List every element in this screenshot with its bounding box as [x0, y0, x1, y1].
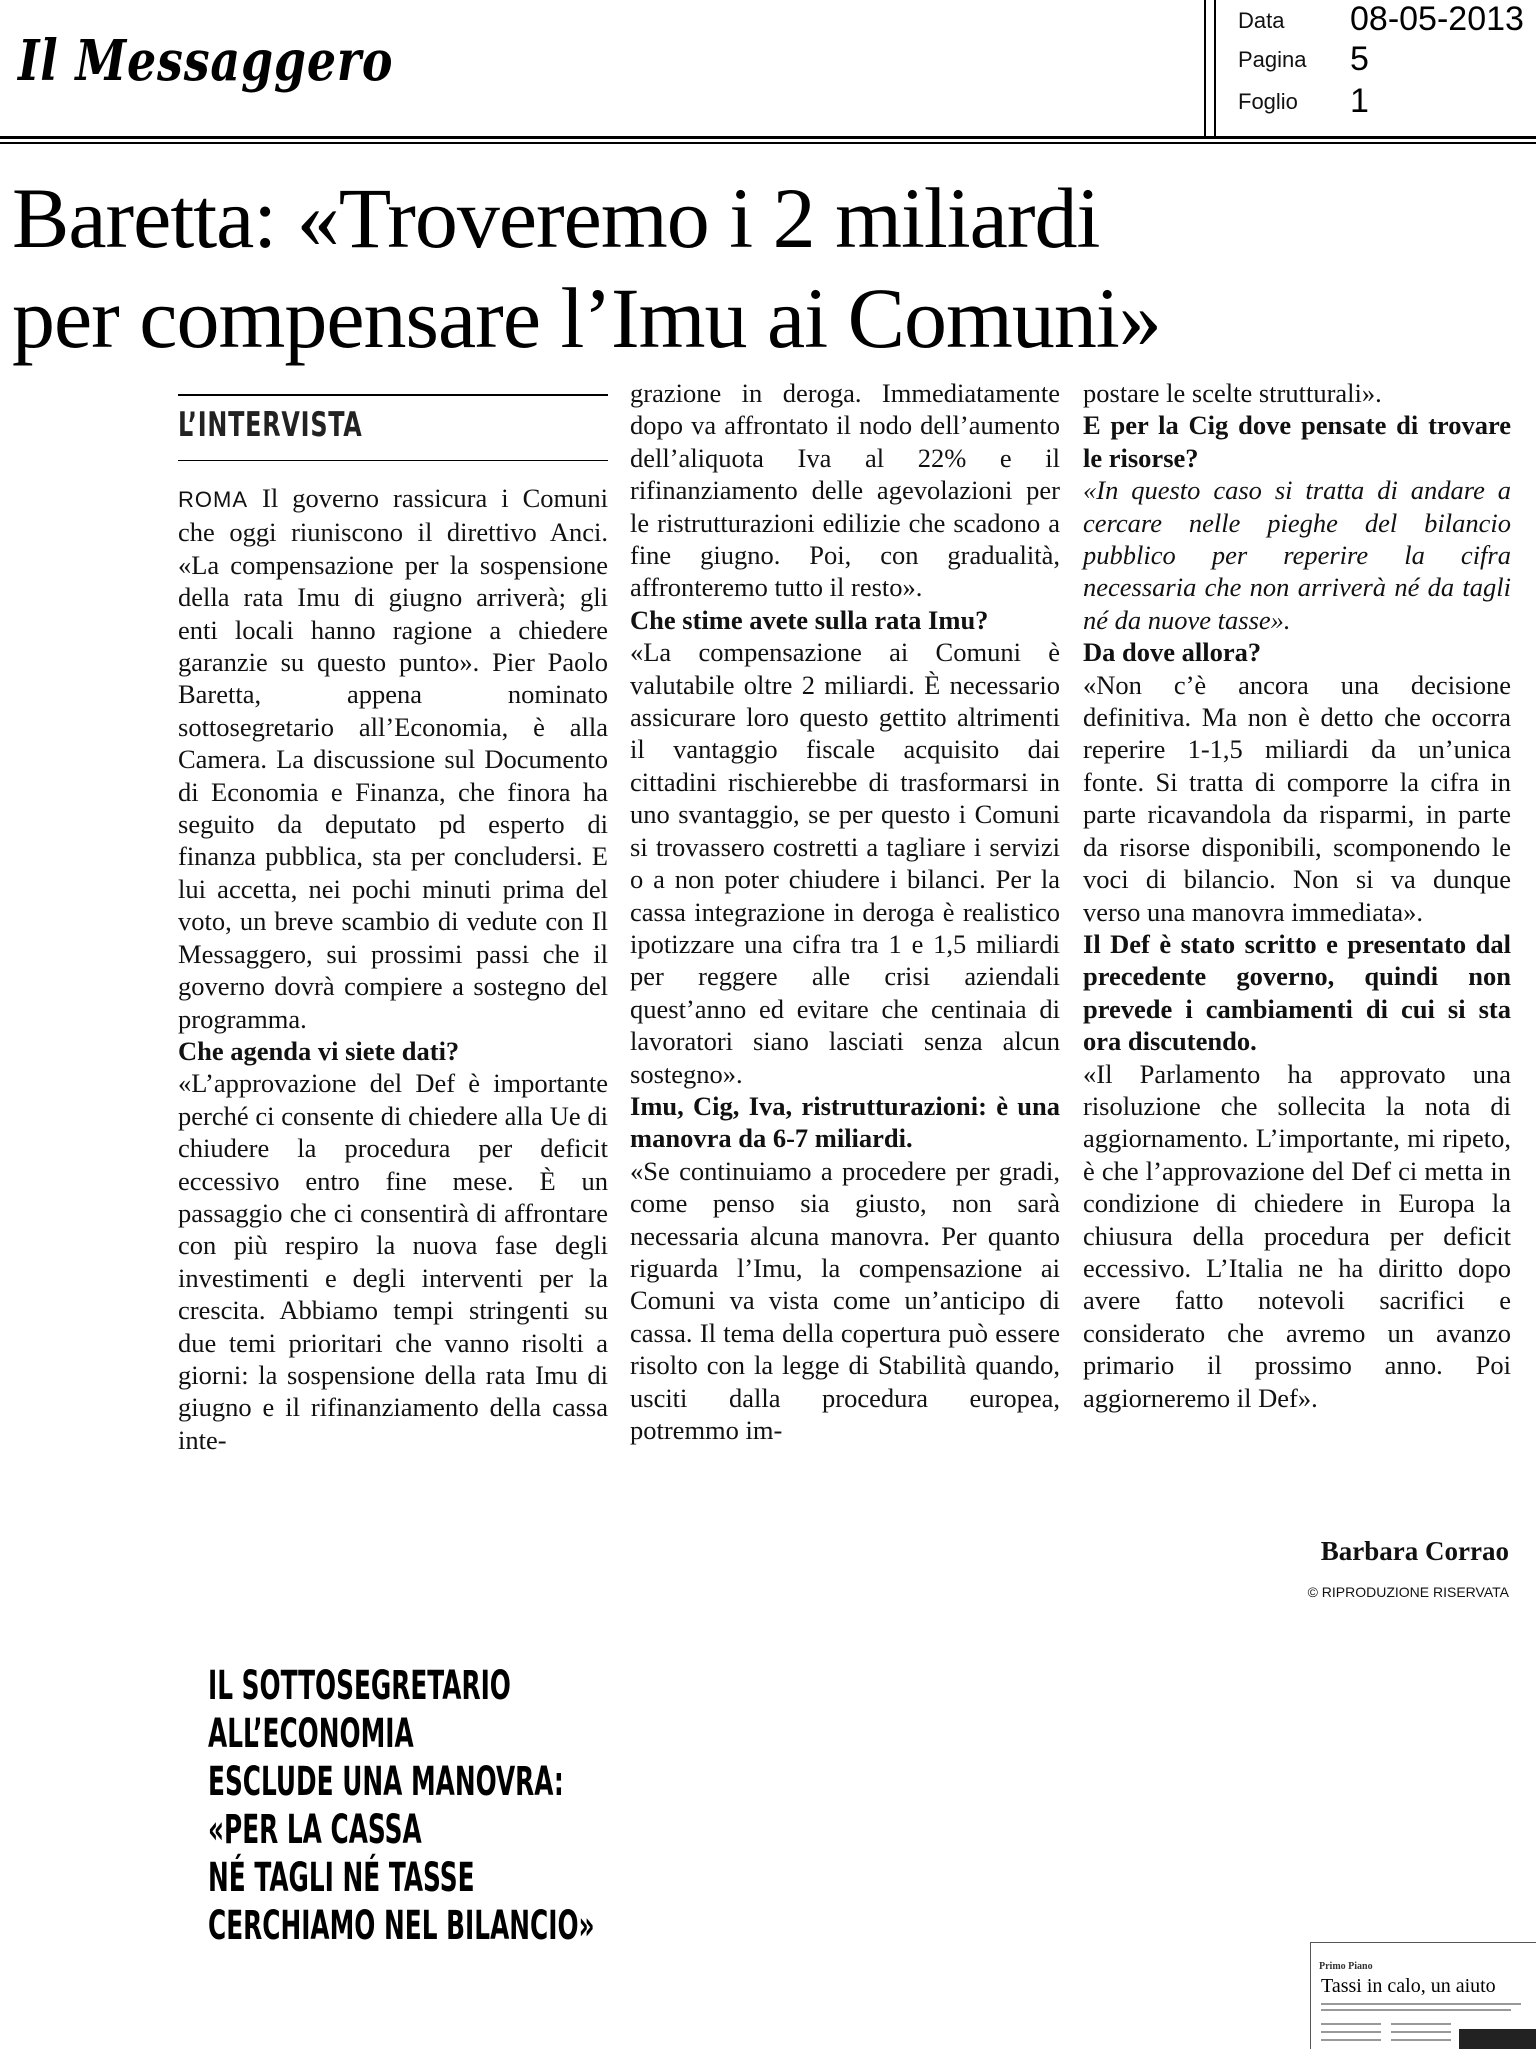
- interview-question: Da dove allora?: [1083, 637, 1262, 668]
- page-thumbnail: [1310, 1942, 1536, 2049]
- masthead-logo: Il Messaggero: [18, 28, 394, 94]
- interview-question: Che stime avete sulla rata Imu?: [630, 604, 989, 635]
- interview-answer: «Il Parlamento ha approvato una risoluzione che sollecita la nota di aggiornamento. L’importante, mi ripeto, è che l’approvazione del Def ci metta in condizione di chiedere in Europa la chiusura della procedura per deficit eccessivo. L’Italia ne ha diritto dopo avere fatto notevoli sacrifici e considerato che avremo un avanzo primario il prossimo anno. Poi aggiorneremo il Def».: [1083, 1058, 1511, 1413]
- summary-line: CERCHIAMO NEL BILANCIO»: [208, 1903, 595, 1949]
- headline-line-1: Baretta: «Troveremo i 2 miliardi: [12, 170, 1100, 266]
- interview-question: Imu, Cig, Iva, ristrutturazioni: è una manovra da 6-7 miliardi.: [630, 1090, 1060, 1154]
- thumbnail-text-line: [1391, 2031, 1451, 2033]
- thumbnail-text-line: [1321, 2039, 1381, 2041]
- copyright-notice: © RIPRODUZIONE RISERVATA: [1307, 1584, 1509, 1600]
- thumbnail-photo: [1459, 2029, 1536, 2049]
- interview-answer: «L’approvazione del Def è importante perché ci consente di chiedere alla Ue di chiudere la procedura per deficit eccessivo entro fine mese. È un passaggio che ci consentirà di affrontare con più respiro la nuova fase degli investimenti e degli interventi per la crescita. Abbiamo tempi stringenti su due temi prioritari che vanno risolti a giorni: la sospensione della rata Imu di giugno e il rifinanziamento della cassa inte-: [178, 1068, 608, 1455]
- thumbnail-title: Tassi in calo, un aiuto: [1321, 1975, 1496, 1997]
- summary-line: IL SOTTOSEGRETARIO: [208, 1663, 511, 1709]
- section-kicker: L’INTERVISTA: [178, 405, 363, 445]
- article-column-1: [178, 482, 608, 1456]
- interview-answer: postare le scelte strutturali».: [1083, 378, 1382, 408]
- interview-answer: «La compensazione ai Comuni è valutabile oltre 2 miliardi. È necessario assicurare loro questo gettito altrimenti il vantaggio fiscale acquisito dai cittadini rischierebbe di trasformarsi in uno svantaggio, se per questo i Comuni si trovassero costretti a tagliare i servizi o a non poter chiudere i bilanci. Per la cassa integrazione in deroga è realistico ipotizzare una cifra tra 1 e 1,5 miliardi per reggere alle crisi aziendali quest’anno ed evitare che centinaia di lavoratori siano lasciati senza alcun sostegno».: [630, 637, 1060, 1089]
- meta-value-foglio: 1: [1350, 82, 1369, 120]
- thumbnail-text-line: [1321, 2031, 1381, 2033]
- summary-callout: [208, 1662, 595, 1950]
- headline-line-2: per compensare l’Imu ai Comuni»: [12, 270, 1161, 366]
- thumbnail-text-line: [1391, 2039, 1451, 2041]
- article-column-2: [630, 377, 1060, 1446]
- kicker-rule: [178, 460, 608, 461]
- header-rule: [0, 136, 1536, 139]
- headline: [12, 168, 1522, 368]
- header-divider: [1214, 0, 1216, 139]
- summary-line: NÉ TAGLI NÉ TASSE: [208, 1855, 475, 1901]
- kicker-rule: [178, 394, 608, 396]
- interview-answer: «In questo caso si tratta di andare a cercare nelle pieghe del bilancio pubblico per reperire la cifra necessaria che non arriverà né da tagli né da nuove tasse».: [1083, 475, 1511, 635]
- thumbnail-text-line: [1321, 2009, 1511, 2011]
- header-divider: [1204, 0, 1206, 139]
- interview-answer: «Se continuiamo a procedere per gradi, come penso sia giusto, non sarà necessaria alcuna manovra. Per quanto riguarda l’Imu, la compensazione ai Comuni va vista come un’anticipo di cassa. Il tema della copertura può essere risolto con la legge di Stabilità quando, usciti dalla procedura europea, potremmo im-: [630, 1155, 1060, 1445]
- meta-value-pagina: 5: [1350, 40, 1369, 78]
- summary-line: ESCLUDE UNA MANOVRA:: [208, 1759, 564, 1805]
- thumbnail-kicker: Primo Piano: [1319, 1961, 1373, 1972]
- meta-value-data: 08-05-2013: [1350, 0, 1524, 38]
- article-column-3: [1083, 377, 1511, 1414]
- lead-paragraph: [178, 482, 608, 1035]
- summary-line: ALL’ECONOMIA: [208, 1711, 414, 1757]
- dateline: ROMA: [178, 487, 248, 512]
- thumbnail-text-line: [1321, 2023, 1381, 2025]
- interview-question: Che agenda vi siete dati?: [178, 1035, 460, 1066]
- lead-text: Il governo rassicura i Comuni che oggi riuniscono il direttivo Anci. «La compensazione per la sospensione della rata Imu di giugno arriverà; gli enti locali hanno ragione a chiedere garanzie su questo punto». Pier Paolo Baretta, appena nominato sottosegretario all’Economia, è alla Camera. La discussione sul Documento di Economia e Finanza, che finora ha seguito da deputato pd esperto di finanza pubblica, sta per concludersi. E lui accetta, nei pochi minuti prima del voto, un breve scambio di vedute con Il Messaggero, sui prossimi passi che il governo dovrà compiere a sostegno del programma.: [178, 483, 609, 1034]
- meta-label-data: Data: [1238, 8, 1285, 33]
- meta-label-pagina: Pagina: [1238, 47, 1307, 72]
- interview-answer: grazione in deroga. Immediatamente dopo va affrontato il nodo dell’aumento dell’aliquota Iva al 22% e il rifinanziamento delle agevolazioni per le ristrutturazioni edilizie che scadono a fine giugno. Poi, con gradualità, affronteremo tutto il resto».: [630, 378, 1060, 603]
- meta-label-foglio: Foglio: [1238, 89, 1298, 114]
- byline: Barbara Corrao: [1320, 1536, 1509, 1566]
- interview-answer: «Non c’è ancora una decisione definitiva. Ma non è detto che occorra reperire 1-1,5 miliardi da un’unica fonte. Si tratta di comporre la cifra in parte ricavandola da risparmi, in parte da risorse disponibili, scomponendo le voci di bilancio. Non si va dunque verso una manovra immediata».: [1083, 669, 1511, 927]
- interview-question: E per la Cig dove pensate di trovare le risorse?: [1083, 410, 1511, 473]
- thumbnail-text-line: [1391, 2023, 1451, 2025]
- header-rule: [0, 142, 1536, 144]
- thumbnail-text-line: [1321, 2003, 1521, 2005]
- interview-question: Il Def è stato scritto e presentato dal precedente governo, quindi non prevede i cambiamenti di cui si sta ora discutendo.: [1083, 928, 1511, 1057]
- summary-line: «PER LA CASSA: [208, 1807, 422, 1853]
